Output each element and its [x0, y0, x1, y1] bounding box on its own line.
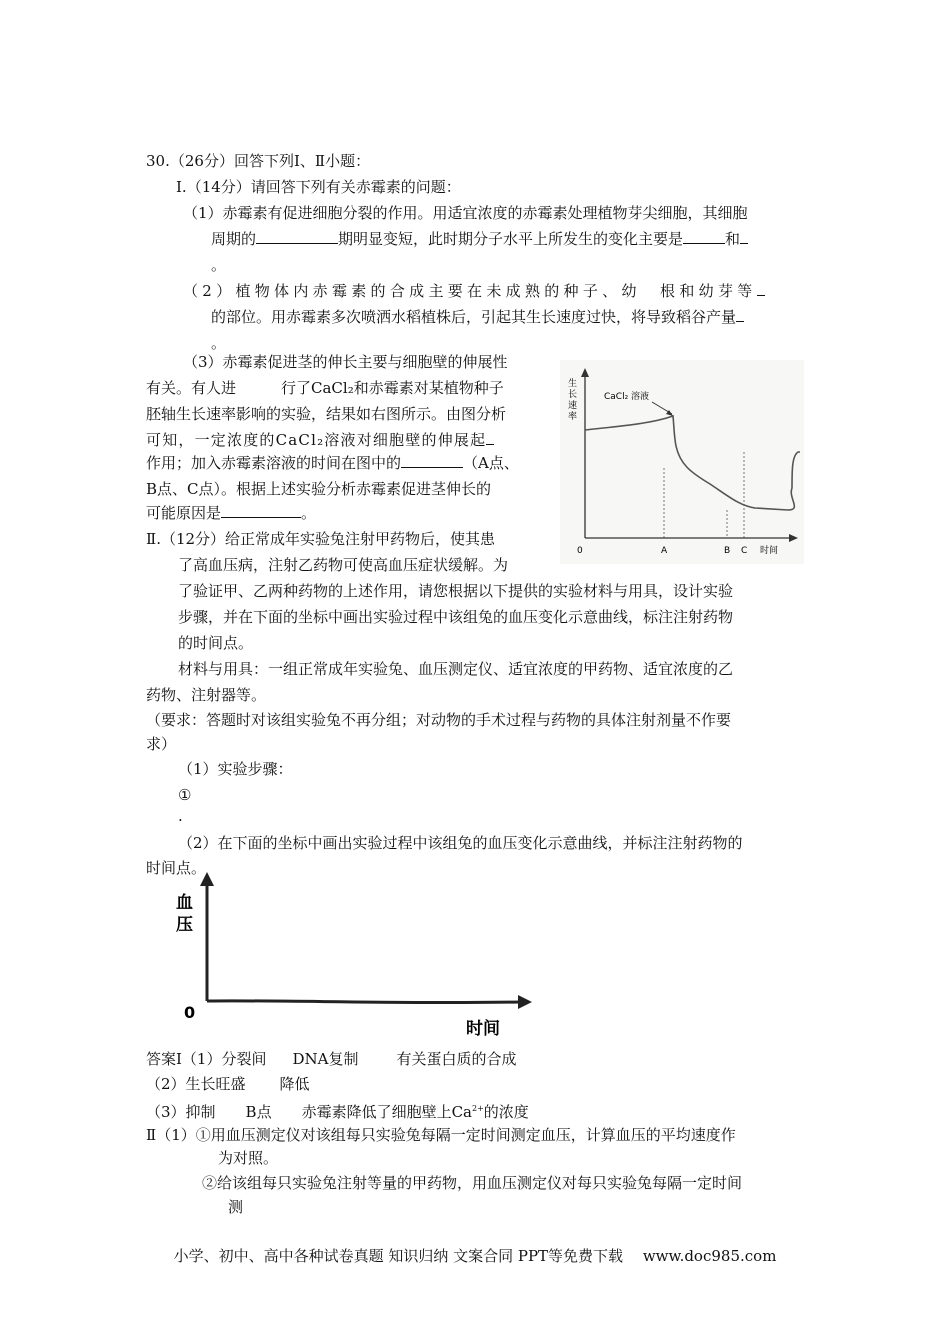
part1-q1-line3: 。 — [211, 256, 227, 274]
requirement-line2: 求） — [146, 735, 177, 753]
answer-blank[interactable] — [740, 228, 748, 244]
part1-q3-line5: 作用；加入赤霉素溶液的时间在图中的 （A点、 — [146, 454, 519, 472]
bp-origin: 0 — [184, 1003, 196, 1022]
tick-c: C — [741, 546, 748, 556]
step-dot: . — [178, 807, 183, 825]
y-axis-label — [568, 377, 577, 422]
step-1: ① — [178, 786, 192, 804]
answer-line5: 为对照。 — [218, 1149, 279, 1167]
part2-line1: Ⅱ.（12分）给正常成年实验兔注射甲药物后，使其患 — [146, 530, 496, 548]
part1-q2-line3: 。 — [211, 334, 227, 352]
graph1-origin: 0 — [577, 546, 583, 556]
bp-ylabel-char: 压 — [176, 915, 193, 935]
part2-line5: 的时间点。 — [178, 634, 254, 652]
y-axis-label-char: 长 — [568, 390, 578, 400]
bp-ylabel-char: 血 — [176, 893, 193, 913]
answer-blank[interactable] — [256, 228, 338, 244]
answer-line2: （2）生长旺盛 降低 — [146, 1075, 310, 1093]
answer-line4: Ⅱ（1）①用血压测定仪对该组每只实验兔每隔一定时间测定血压，计算血压的平均速度作 — [146, 1126, 736, 1144]
bp-x-arrow — [518, 995, 532, 1009]
answer-blank[interactable] — [736, 306, 744, 322]
growth-rate-graph — [560, 360, 804, 564]
part1-q3-line2: 有关。有人进 行了CaCl₂和赤霉素对某植物种子 — [146, 379, 504, 397]
answer-blank[interactable] — [683, 228, 725, 244]
part1-q3-line1: （3）赤霉素促进茎的伸长主要与细胞壁的伸展性 — [183, 353, 508, 371]
part1-header: Ⅰ.（14分）请回答下列有关赤霉素的问题： — [176, 178, 461, 196]
part1-q3-line4: 可知，一定浓度的CaCl₂溶液对细胞壁的伸展起 — [146, 429, 494, 451]
y-axis-label-char: 生 — [568, 379, 578, 389]
answer-line1: 答案Ⅰ（1）分裂间 DNA复制 有关蛋白质的合成 — [146, 1050, 517, 1068]
tick-a: A — [661, 546, 668, 556]
steps-header: （1）实验步骤： — [178, 760, 293, 778]
part1-q1-line2: 周期的 期明显变短，此时期分子水平上所发生的变化主要是 和 — [211, 228, 748, 250]
part1-q2-line2: 的部位。用赤霉素多次喷洒水稻植株后，引起其生长速度过快，将导致稻谷产量 — [211, 306, 744, 328]
part2-q2-line2: 时间点。 — [146, 859, 207, 877]
part2-line4: 步骤，并在下面的坐标中画出实验过程中该组兔的血压变化示意曲线，标注注射药物 — [178, 608, 734, 626]
part2-q2-line1: （2）在下面的坐标中画出实验过程中该组兔的血压变化示意曲线，并标注注射药物的 — [178, 834, 743, 852]
y-axis-label-char: 速 — [568, 401, 578, 411]
answer-blank[interactable] — [757, 280, 765, 296]
bp-x-axis — [207, 1001, 520, 1003]
answer-blank[interactable] — [486, 429, 494, 445]
part2-line2: 了高血压病，注射乙药物可使高血压症状缓解。为 — [178, 556, 509, 574]
part1-q3-line3: 胚轴生长速率影响的实验，结果如右图所示。由图分析 — [146, 405, 507, 423]
cacl2-annotation: CaCl₂ 溶液 — [604, 392, 650, 402]
question-header: 30.（26分）回答下列Ⅰ、Ⅱ小题： — [146, 152, 371, 170]
graph1-xlabel: 时间 — [760, 546, 779, 556]
answer-line6: ②给该组每只实验兔注射等量的甲药物，用血压测定仪对每只实验兔每隔一定时间 — [202, 1174, 743, 1192]
part1-q3-line7: 可能原因是 。 — [146, 504, 317, 522]
y-axis-label-char: 率 — [568, 412, 578, 422]
blood-pressure-axes — [170, 868, 540, 1043]
part1-q1-line1: （1）赤霉素有促进细胞分裂的作用。用适宜浓度的赤霉素处理植物芽尖细胞，其细胞 — [183, 204, 748, 222]
answer-line3: （3）抑制 B点 赤霉素降低了细胞壁上$Ca^{2+}$的浓度 — [146, 1103, 529, 1121]
requirement-line1: （要求：答题时对该组实验兔不再分组；对动物的手术过程与药物的具体注射剂量不作要 — [146, 711, 732, 729]
answer-blank[interactable] — [401, 452, 463, 468]
bp-y-arrow — [200, 872, 214, 886]
part1-q2-line1: （2）植物体内赤霉素的合成主要在未成熟的种子、幼 根和幼芽等 — [183, 280, 765, 302]
answer-blank[interactable] — [221, 502, 301, 518]
part1-q3-line6: B点、C点）。根据上述实验分析赤霉素促进茎伸长的 — [146, 480, 492, 498]
tick-b: B — [724, 546, 731, 556]
part2-line3: 了验证甲、乙两种药物的上述作用，请您根据以下提供的实验材料与用具，设计实验 — [178, 582, 734, 600]
bp-xlabel: 时间 — [466, 1019, 500, 1039]
bp-ylabel — [176, 892, 193, 935]
answer-line7: 测 — [228, 1198, 244, 1216]
materials-line1: 材料与用具：一组正常成年实验兔、血压测定仪、适宜浓度的甲药物、适宜浓度的乙 — [178, 660, 734, 678]
footer: 小学、初中、高中各种试卷真题 知识归纳 文案合同 PPT等免费下载 www.doc985.com — [173, 1247, 777, 1265]
materials-line2: 药物、注射器等。 — [146, 686, 267, 704]
